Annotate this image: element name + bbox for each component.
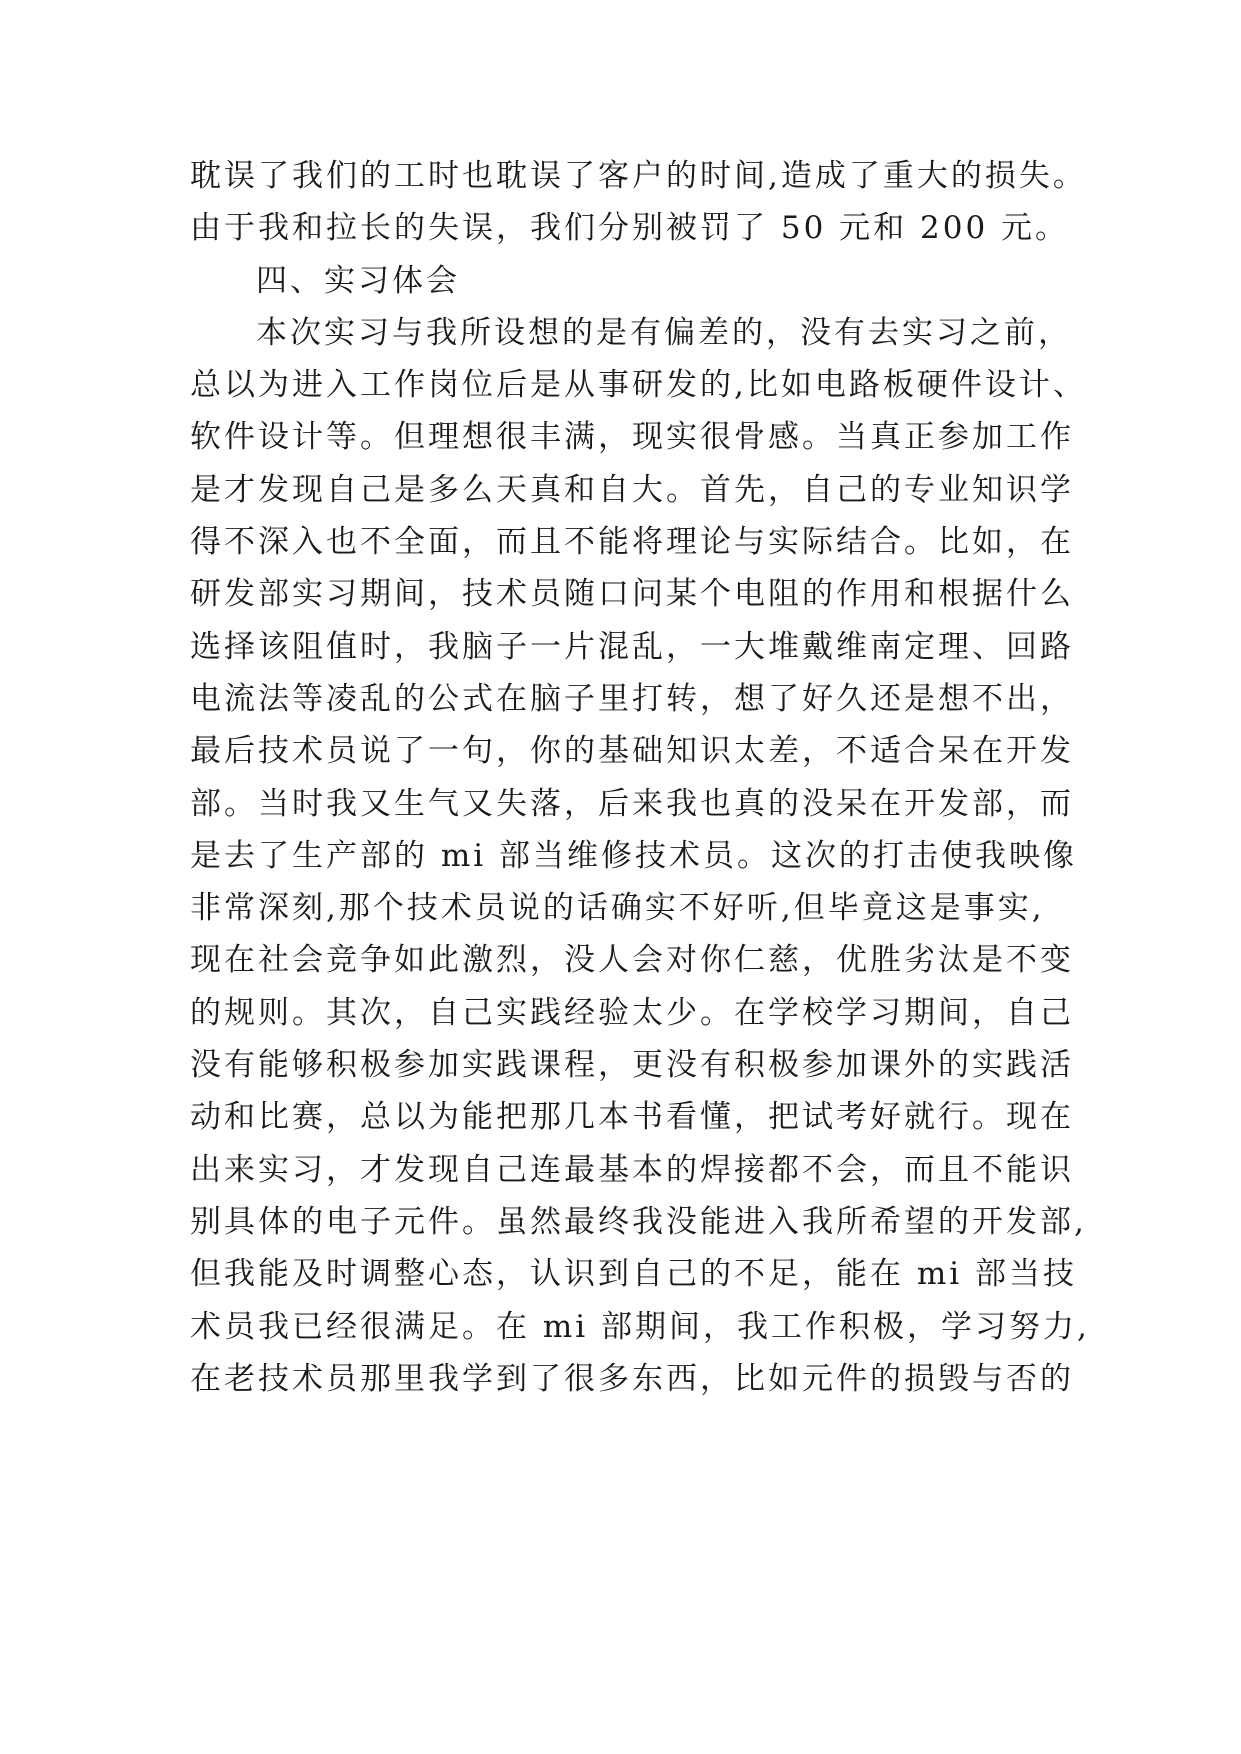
body-text <box>190 150 1090 1405</box>
section-heading: 四、实习体会 <box>256 262 460 299</box>
text-line-5: 总以为进入工作岗位后是从事研发的,比如电路板硬件设计、 <box>190 367 1087 404</box>
paragraph-start-line: 本次实习与我所设想的是有偏差的，没有去实习之前， <box>256 314 1072 351</box>
text-line-10: 选择该阻值时，我脑子一片混乱，一大堆戴维南定理、回路 <box>190 628 1074 665</box>
text-line-6: 软件设计等。但理想很丰满，现实很骨感。当真正参加工作 <box>190 419 1074 456</box>
text-line-12: 最后技术员说了一句，你的基础知识太差，不适合呆在开发 <box>190 733 1074 770</box>
text-line-21: 别具体的电子元件。虽然最终我没能进入我所希望的开发部, <box>190 1203 1087 1240</box>
text-line-16: 现在社会竞争如此激烈，没人会对你仁慈，优胜劣汰是不变 <box>190 942 1074 979</box>
text-line-19: 动和比赛，总以为能把那几本书看懂，把试考好就行。现在 <box>190 1099 1074 1136</box>
text-line-9: 研发部实习期间，技术员随口问某个电阻的作用和根据什么 <box>190 576 1074 613</box>
text-line-23: 术员我已经很满足。在 mi 部期间，我工作积极，学习努力, <box>190 1308 1090 1345</box>
text-line-20: 出来实习，才发现自己连最基本的焊接都不会，而且不能识 <box>190 1151 1074 1188</box>
text-line-13: 部。当时我又生气又失落，后来我也真的没呆在开发部，而 <box>190 785 1074 822</box>
text-line-15: 非常深刻,那个技术员说的话确实不好听,但毕竟这是事实, <box>190 890 1045 927</box>
text-line-8: 得不深入也不全面，而且不能将理论与实际结合。比如，在 <box>190 524 1074 561</box>
text-line-2: 由于我和拉长的失误，我们分别被罚了 50 元和 200 元。 <box>190 210 1070 247</box>
text-line-18: 没有能够积极参加实践课程，更没有积极参加课外的实践活 <box>190 1047 1074 1084</box>
text-line-17: 的规则。其次，自己实践经验太少。在学校学习期间，自己 <box>190 994 1074 1031</box>
text-line-24: 在老技术员那里我学到了很多东西，比如元件的损毁与否的 <box>190 1360 1074 1397</box>
text-line-7: 是才发现自己是多么天真和自大。首先，自己的专业知识学 <box>190 471 1074 508</box>
text-line-22: 但我能及时调整心态，认识到自己的不足，能在 mi 部当技 <box>190 1256 1078 1293</box>
text-line-1: 耽误了我们的工时也耽误了客户的时间,造成了重大的损失。 <box>190 158 1087 194</box>
text-line-11: 电流法等凌乱的公式在脑子里打转，想了好久还是想不出， <box>190 680 1074 717</box>
text-line-14: 是去了生产部的 mi 部当维修技术员。这次的打击使我映像 <box>190 837 1078 874</box>
